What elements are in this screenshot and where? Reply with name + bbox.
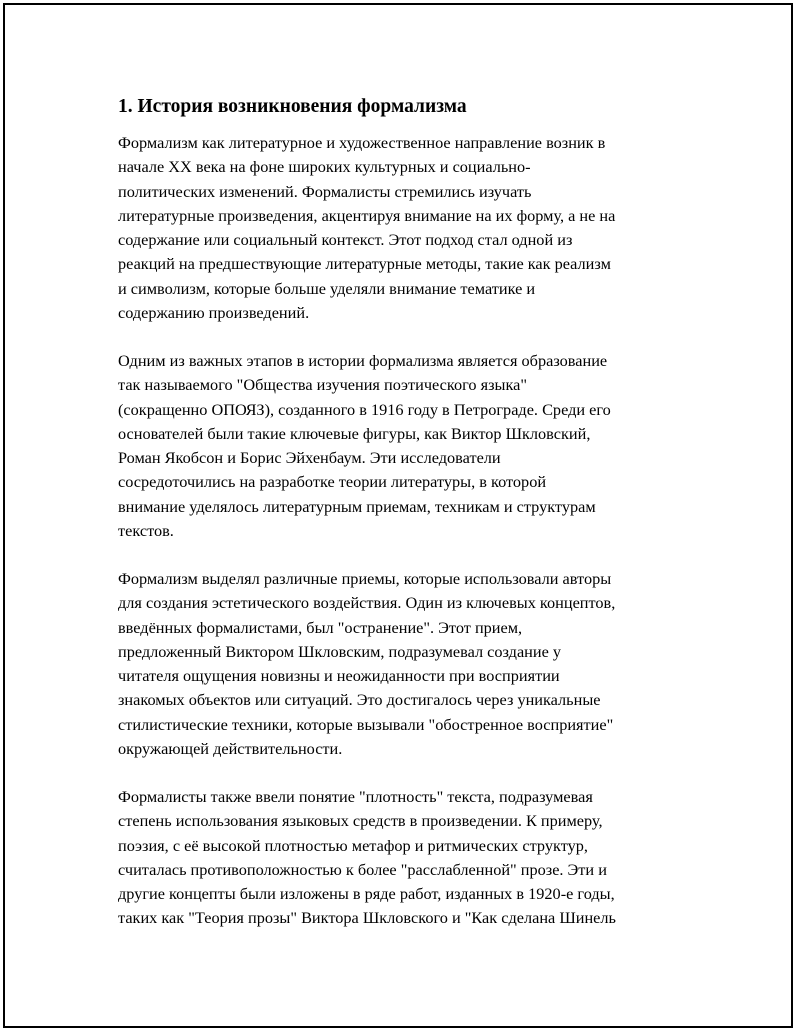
text-line: для создания эстетического воздействия. Один из ключевых концептов, [118, 593, 616, 613]
text-line: Одним из важных этапов в истории формализма является образование [118, 351, 608, 370]
text-line: Формализм как литературное и художественное направление возник в [118, 133, 606, 152]
paragraph-3 [118, 567, 693, 761]
text-line: считалась противоположностью к более "расслабленной" прозе. Эти и [118, 859, 607, 879]
text-line: знакомых объектов или ситуаций. Это достигалось через уникальные [118, 690, 601, 710]
text-line: реакций на предшествующие литературные методы, такие как реализм [118, 254, 611, 274]
text-line: внимание уделялось литературным приемам, техникам и структурам [118, 496, 596, 516]
text-line: введённых формалистами, был "остранение". Этот прием, [118, 617, 523, 637]
paragraph-1 [118, 131, 693, 325]
text-line: текстов. [118, 520, 174, 540]
text-line: степень использования языковых средств в произведении. К примеру, [118, 811, 603, 831]
text-line: Роман Якобсон и Борис Эйхенбаум. Эти исследователи [118, 448, 501, 467]
text-line: предложенный Виктором Шкловским, подразумевал создание у [118, 641, 562, 661]
document-body [118, 94, 693, 955]
text-line: сосредоточились на разработке теории литературы, в которой [118, 472, 547, 492]
section-heading: 1. История возникновения формализма [118, 96, 467, 117]
text-line: начале XX века на фоне широких культурных и социально- [118, 157, 531, 177]
text-line: стилистические техники, которые вызывали "обостренное восприятие" [118, 714, 614, 734]
text-line: и символизм, которые больше уделяли внимание тематике и [118, 278, 536, 298]
text-line: таких как "Теория прозы" Виктора Шкловского и "Как сделана Шинель [118, 908, 616, 928]
text-line: другие концепты были изложены в ряде работ, изданных в 1920-е годы, [118, 884, 615, 903]
text-line: Формализм выделял различные приемы, которые использовали авторы [118, 569, 612, 588]
text-line: политических изменений. Формалисты стремились изучать [118, 181, 532, 201]
text-line: Формалисты также ввели понятие "плотность" текста, подразумевая [118, 787, 593, 806]
text-line: (сокращенно ОПОЯЗ), созданного в 1916 году в Петрограде. Среди его [118, 399, 611, 419]
text-line: так называемого "Общества изучения поэтического языка" [118, 375, 528, 395]
text-line: основателей были такие ключевые фигуры, как Виктор Шкловский, [118, 423, 591, 443]
text-line: поэзия, с её высокой плотностью метафор и ритмических структур, [118, 835, 588, 855]
paragraph-4 [118, 785, 693, 931]
text-line: содержание или социальный контекст. Этот подход стал одной из [118, 230, 573, 249]
text-line: литературные произведения, акцентируя внимание на их форму, а не на [118, 205, 616, 225]
text-line: читателя ощущения новизны и неожиданности при восприятии [118, 666, 560, 685]
paragraph-2 [118, 349, 693, 543]
text-line: содержанию произведений. [118, 302, 310, 322]
text-line: окружающей действительности. [118, 738, 343, 758]
